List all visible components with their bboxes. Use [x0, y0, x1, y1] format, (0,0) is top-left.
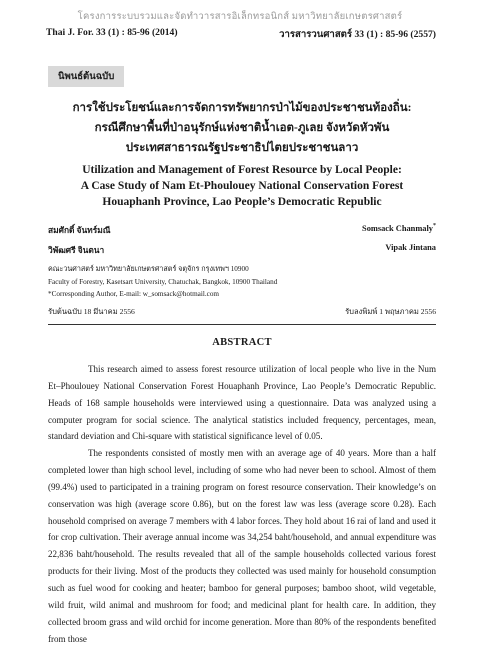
- title-english-line: Utilization and Management of Forest Resource by Local People:: [82, 164, 402, 176]
- journal-citation-th: วารสารวนศาสตร์ 33 (1) : 85-96 (2557): [279, 29, 436, 40]
- title-english: [46, 162, 438, 210]
- received-date: รับต้นฉบับ 18 มีนาคม 2556: [48, 307, 135, 316]
- author-block: [48, 223, 436, 263]
- author-thai: วิพัฒศรี จินตนา: [48, 246, 105, 255]
- title-thai: [46, 98, 438, 158]
- date-row: [48, 306, 436, 318]
- title-english-line: Houaphanh Province, Lao People’s Democratic Republic: [102, 196, 382, 208]
- author-english: Somsack Chanmaly*: [362, 223, 436, 233]
- title-thai-line: กรณีศึกษาพื้นที่ป่าอนุรักษ์แห่งชาติน้ำเอต-ภูเลย จังหวัดหัวพัน: [94, 122, 390, 134]
- title-thai-line: ประเทศสาธารณรัฐประชาธิปไตยประชาชนลาว: [125, 142, 359, 154]
- corresponding-author: *Corresponding Author, E-mail: w_somsack@hotmail.com: [48, 290, 220, 298]
- accepted-date: รับลงพิมพ์ 1 พฤษภาคม 2556: [345, 307, 436, 316]
- affiliation-block: [48, 263, 436, 301]
- author-thai: สมศักดิ์ จันทร์มณี: [48, 226, 111, 235]
- watermark: โครงการระบบรวมและจัดทำวารสารอิเล็กทรอนิกส์ มหาวิทยาลัยเกษตรศาสตร์: [77, 12, 403, 22]
- abstract-body: [48, 361, 436, 647]
- abstract-paragraph: This research aimed to assess forest resource utilization of local people who live in the Num Et–Phoulouey National Conservation Forest Houaphanh Province, Lao People’s Democratic Republic. Heads of 168 sample households were interviewed using a questionnaire. Data was analyzed using a computer program for social science. The analytical statistics included frequency, percentages, mean, standard deviation and Chi-square with statistical significance level of 0.05.: [48, 364, 436, 442]
- affiliation-english: Faculty of Forestry, Kasetsart University, Chatuchak, Bangkok, 10900 Thailand: [48, 277, 278, 286]
- abstract-heading: ABSTRACT: [212, 337, 272, 348]
- abstract-paragraph: The respondents consisted of mostly men with an average age of 40 years. More than a half completed lower than high school level, including of some who had never been to school. Almost of them (99.4%) used to participated in a training program on forest resource conservation. Their knowledge’s on conservation was high (average score 0.86), but on the forest law was less (average score 0.28). Each household comprised on average 7 members with 4 labor forces. They hold about 16 rai of land and used it for crop cultivation. Their average annual income was 34,254 baht/household, and annual expenditure was 22,836 baht/household. The results revealed that all of the sample households collected various forest products for their living. Most of the products they collected was used mainly for household consumption such as fuel wood for cooking and heater; bamboo for general purposes; bamboo shoot, wild vegetable, wild fruit, wild animal and mushroom for food; and medicinal plant for health care. In addition, they collected broom grass and wild orchid for income generation. More than 80% of the respondents benefited from those: [48, 448, 436, 644]
- title-english-line: A Case Study of Nam Et-Phoulouey National Conservation Forest: [80, 180, 404, 192]
- title-thai-line: การใช้ประโยชน์และการจัดการทรัพยากรป่าไม้ของประชาชนท้องถิ่น:: [72, 102, 412, 114]
- section-tag: นิพนธ์ต้นฉบับ: [48, 66, 124, 87]
- corresponding-mark: *: [433, 223, 436, 229]
- author-english: Vipak Jintana: [385, 243, 436, 252]
- divider: [48, 324, 436, 325]
- affiliation-thai: คณะวนศาสตร์ มหาวิทยาลัยเกษตรศาสตร์ จตุจักร กรุงเทพฯ 10900: [48, 265, 249, 273]
- running-header: [46, 27, 436, 42]
- journal-citation-en: Thai J. For. 33 (1) : 85-96 (2014): [46, 27, 178, 38]
